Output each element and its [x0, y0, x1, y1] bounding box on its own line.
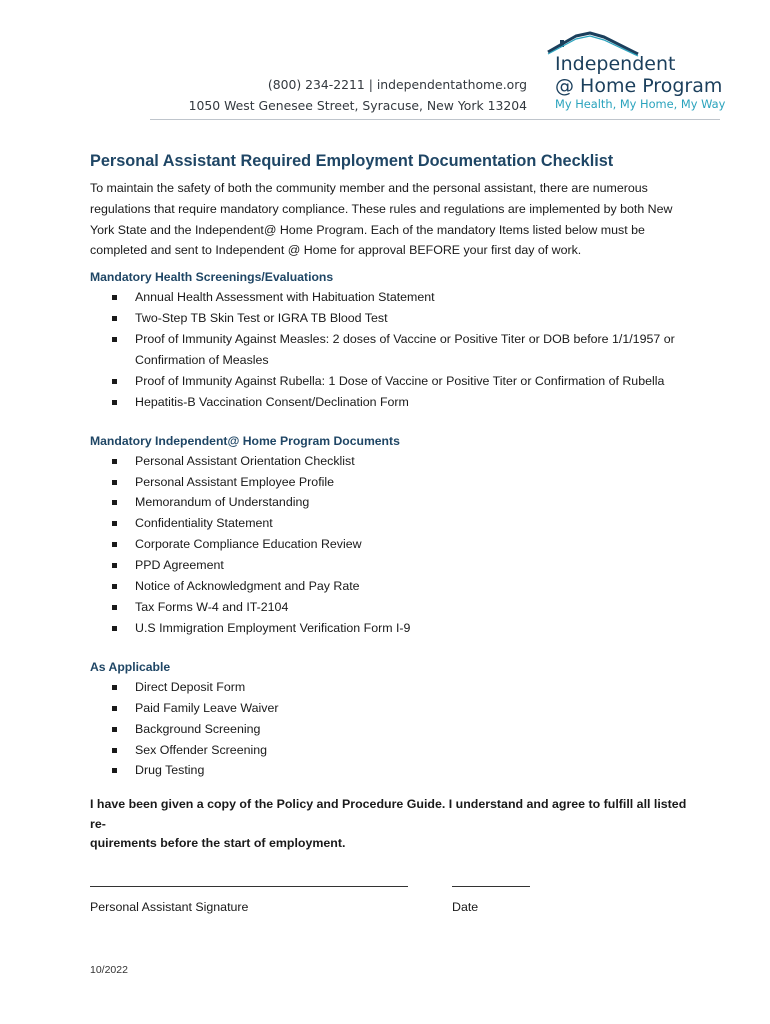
list-item [90, 597, 702, 618]
list-item [90, 329, 702, 371]
logo-line-1: Independent [555, 53, 676, 75]
square-bullet-icon [112, 400, 117, 405]
intro-line: completed and sent to Independent @ Home for approval BEFORE your first day of work. [90, 243, 582, 258]
list-item-text: Personal Assistant Orientation Checklist [135, 453, 355, 468]
list-item-text: PPD Agreement [135, 558, 224, 573]
list-item [90, 698, 702, 719]
list-item [90, 677, 702, 698]
square-bullet-icon [112, 727, 117, 732]
square-bullet-icon [112, 626, 117, 631]
intro-line: regulations that require mandatory compliance. These rules and regulations are implemented by both New [90, 201, 673, 216]
section-heading-as-applicable: As Applicable [90, 659, 171, 674]
header-divider [150, 119, 720, 120]
date-line[interactable] [452, 886, 530, 887]
list-item-text: Notice of Acknowledgment and Pay Rate [135, 579, 360, 594]
list-item-text: Two-Step TB Skin Test or IGRA TB Blood Test [135, 311, 388, 326]
square-bullet-icon [112, 584, 117, 589]
list-item [90, 451, 702, 472]
square-bullet-icon [112, 295, 117, 300]
list-item [90, 492, 702, 513]
list-item [90, 534, 702, 555]
list-item-text: Corporate Compliance Education Review [135, 537, 362, 552]
square-bullet-icon [112, 748, 117, 753]
document-title: Personal Assistant Required Employment Documentation Checklist [90, 152, 614, 170]
square-bullet-icon [112, 316, 117, 321]
list-item-text: Confidentiality Statement [135, 516, 273, 531]
contact-line: (800) 234-2211 | independentathome.org [267, 77, 527, 92]
list-item-text: Hepatitis-B Vaccination Consent/Declination Form [135, 394, 409, 409]
section-heading-program-documents: Mandatory Independent@ Home Program Documents [90, 433, 400, 448]
list-item-text: Personal Assistant Employee Profile [135, 474, 335, 489]
agreement-line: I have been given a copy of the Policy and Procedure Guide. I understand and agree to fulfill all listed re- [90, 797, 687, 831]
agreement-statement [90, 795, 702, 854]
list-item-text: Annual Health Assessment with Habituation Statement [135, 290, 435, 305]
list-item-text: Sex Offender Screening [135, 742, 268, 757]
list-item [90, 371, 702, 392]
signature-line[interactable] [90, 886, 408, 887]
list-item-text: Paid Family Leave Waiver [135, 700, 279, 715]
list-item-text-continuation: Confirmation of Measles [135, 352, 269, 367]
list-item [90, 392, 702, 413]
square-bullet-icon [112, 480, 117, 485]
list-item [90, 287, 702, 308]
intro-line: York State and the Independent@ Home Program. Each of the mandatory Items listed below must be [90, 222, 645, 237]
square-bullet-icon [112, 685, 117, 690]
list-item-text: Tax Forms W-4 and IT-2104 [135, 599, 289, 614]
document-body [90, 152, 702, 854]
list-item [90, 513, 702, 534]
list-item-text: Drug Testing [135, 763, 205, 778]
logo-tagline: My Health, My Home, My Way [555, 97, 726, 111]
list-item [90, 740, 702, 761]
revision-date: 10/2022 [90, 964, 128, 976]
square-bullet-icon [112, 459, 117, 464]
signature-label: Personal Assistant Signature [90, 900, 249, 914]
list-item-text: Proof of Immunity Against Measles: 2 doses of Vaccine or Positive Titer or DOB before 1/1/1957 or [135, 332, 675, 346]
intro-line: To maintain the safety of both the community member and the personal assistant, there are numerous [90, 181, 648, 195]
list-item [90, 576, 702, 597]
list-item-text: U.S Immigration Employment Verification Form I-9 [135, 620, 411, 635]
logo-line-2: @ Home Program [555, 75, 723, 97]
square-bullet-icon [112, 500, 117, 505]
list-item [90, 618, 702, 639]
health-screenings-list [90, 287, 702, 412]
square-bullet-icon [112, 521, 117, 526]
as-applicable-list [90, 677, 702, 782]
agreement-line: quirements before the start of employment. [90, 836, 346, 851]
list-item [90, 719, 702, 740]
list-item [90, 308, 702, 329]
list-item [90, 555, 702, 576]
intro-paragraph [90, 178, 702, 261]
list-item-text: Proof of Immunity Against Rubella: 1 Dose of Vaccine or Positive Titer or Confirmation of Rubella [135, 373, 665, 388]
section-heading-health: Mandatory Health Screenings/Evaluations [90, 270, 334, 285]
list-item-text: Memorandum of Understanding [135, 495, 310, 510]
list-item-text: Background Screening [135, 721, 261, 736]
square-bullet-icon [112, 605, 117, 610]
list-item-text: Direct Deposit Form [135, 679, 246, 694]
date-label: Date [452, 900, 479, 914]
list-item [90, 472, 702, 493]
list-item [90, 760, 702, 781]
square-bullet-icon [112, 542, 117, 547]
square-bullet-icon [112, 768, 117, 773]
header-contact-block [189, 74, 527, 116]
square-bullet-icon [112, 379, 117, 384]
square-bullet-icon [112, 706, 117, 711]
logo-wordmark [555, 53, 722, 97]
square-bullet-icon [112, 563, 117, 568]
program-documents-list [90, 451, 702, 639]
square-bullet-icon [112, 337, 117, 342]
address-line: 1050 West Genesee Street, Syracuse, New York 13204 [188, 98, 527, 113]
organization-logo [546, 30, 726, 116]
